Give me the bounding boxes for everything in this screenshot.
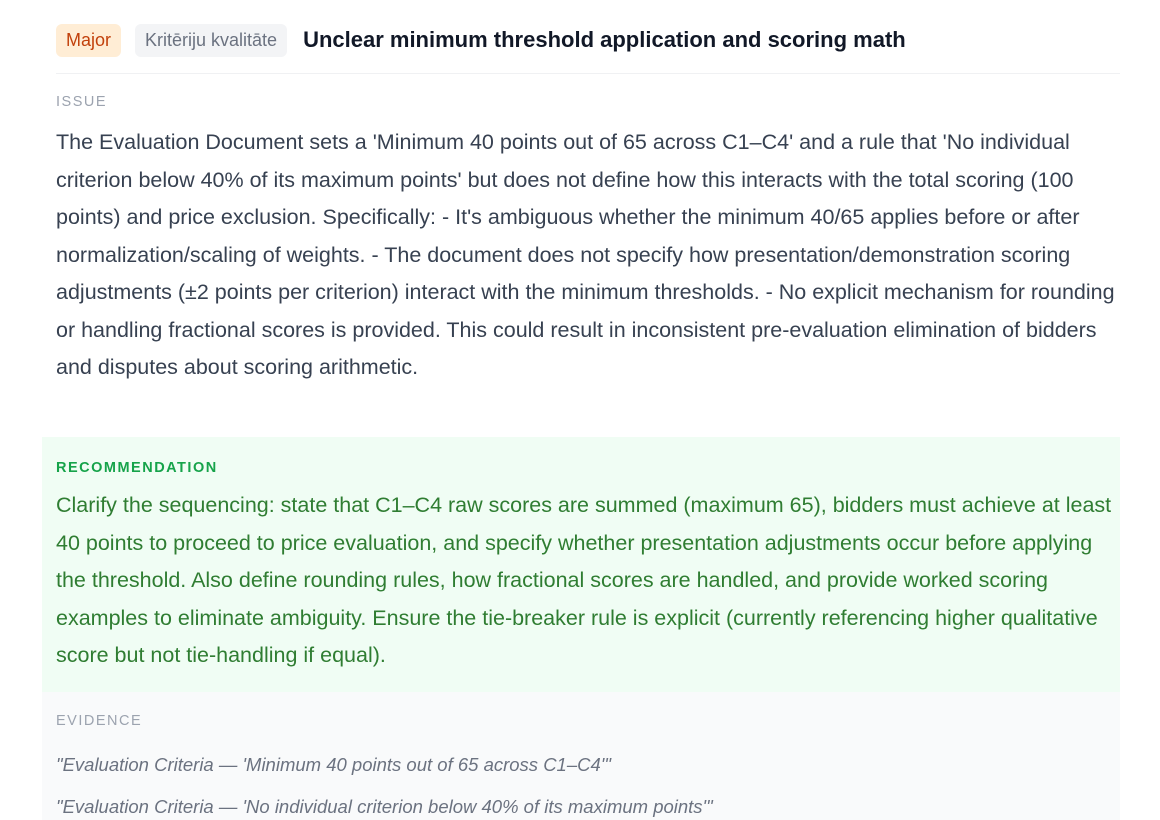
issue-section [56,94,1126,387]
evidence-item: "Evaluation Criteria — 'Minimum 40 points out of 65 across C1–C4'" [56,754,611,775]
header-divider [56,73,1120,74]
recommendation-section [42,437,1120,692]
finding-header [56,22,1120,58]
recommendation-label: RECOMMENDATION [56,460,218,476]
evidence-section [42,692,1120,820]
severity-badge: Major [56,24,121,57]
evidence-label: EVIDENCE [56,713,143,729]
issue-text: The Evaluation Document sets a 'Minimum 40 points out of 65 across C1–C4' and a rule that 'No individual criterion below 40% of its maximum points' but does not define how this interacts with the total scoring (100 points) and price exclusion. Specifically: - It's ambiguous whether the minimum 40/65 applies before or after normalization/scaling of weights. - The document does not specify how presentation/demonstration scoring adjustments (±2 points per criterion) interact with the minimum thresholds. - No explicit mechanism for rounding or handling fractional scores is provided. This could result in inconsistent pre-evaluation elimination of bidders and disputes about scoring arithmetic. [56,130,1115,379]
category-badge: Kritēriju kvalitāte [135,24,287,57]
evidence-item: "Evaluation Criteria — 'No individual criterion below 40% of its maximum points'" [56,796,713,817]
finding-title: Unclear minimum threshold application and scoring math [303,27,906,52]
issue-label: ISSUE [56,94,108,110]
recommendation-text: Clarify the sequencing: state that C1–C4 raw scores are summed (maximum 65), bidders must achieve at least 40 points to proceed to price evaluation, and specify whether presentation adjustments occur before applying the threshold. Also define rounding rules, how fractional scores are handled, and provide worked scoring examples to eliminate ambiguity. Ensure the tie-breaker rule is explicit (currently referencing higher qualitative score but not tie-handling if equal). [56,493,1112,667]
evidence-list [56,744,1116,820]
